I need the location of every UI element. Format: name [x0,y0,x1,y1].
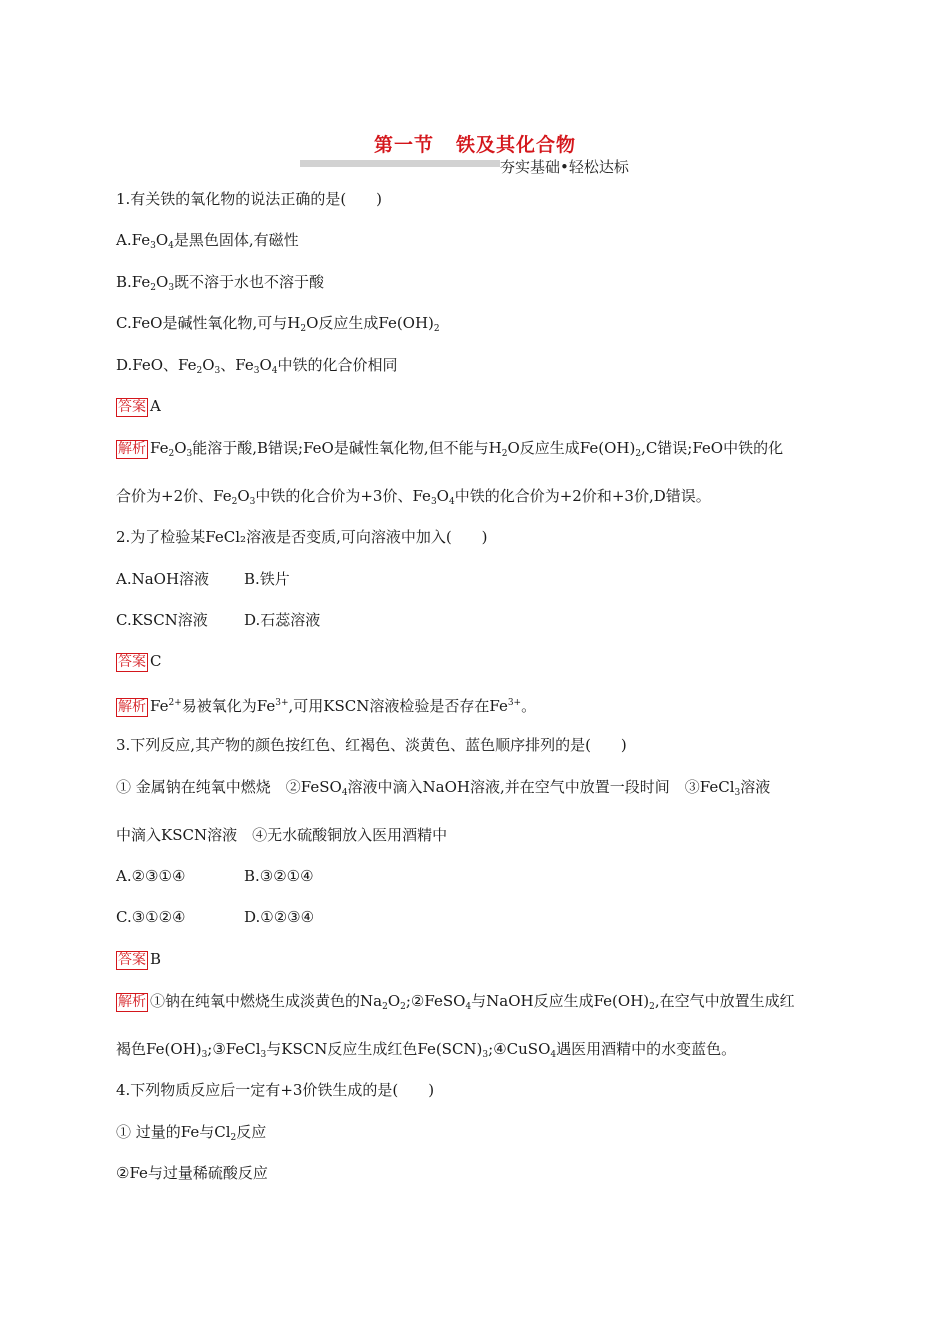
q3-items-line1: ① 金属钠在纯氧中燃烧 ②FeSO$_4$溶液中滴入NaOH溶液,并在空气中放置一段时间 ③FeCl$_3$溶液 [116,778,771,798]
q3-option-a: A.②③①④ [116,867,186,885]
answer-tag: 答案 [118,654,146,670]
page-title [0,130,950,157]
q1-option-d: D.FeO、$Fe_2O_3$、$Fe_3O_4$中铁的化合价相同 [116,356,398,376]
q2-stem: 2.为了检验某FeCl₂溶液是否变质,可向溶液中加入( ) [116,528,488,546]
q3-option-c: C.③①②④ [116,908,186,926]
q1-analysis-line2: 合价为+2价、$Fe_2O_3$中铁的化合价为+3价、$Fe_3O_4$中铁的化合价为+2价和+3价,D错误。 [116,487,711,507]
q2-answer [116,651,161,672]
q2-option-a: A.NaOH溶液 [116,570,210,588]
analysis-tag: 解析 [118,994,146,1010]
q2-option-c: C.KSCN溶液 [116,611,208,629]
q1-answer [116,396,161,417]
title-topic: 铁及其化合物 [456,134,577,156]
subtitle-bar [300,160,500,167]
q3-option-b: B.③②①④ [244,867,314,885]
title-section-number: 第一节 [373,134,434,156]
q3-answer [116,949,161,970]
q3-option-d: D.①②③④ [244,908,315,926]
q1-answer-value: A [150,397,161,415]
q3-options-row1 [116,866,314,886]
analysis-tag: 解析 [118,441,146,457]
q2-options-row2 [116,610,321,630]
q2-options-row1 [116,569,290,589]
q1-option-b: $B.Fe_2O_3$既不溶于水也不溶于酸 [116,273,325,293]
q3-analysis-line1: 解析 ①钠在纯氧中燃烧生成淡黄色的$Na_2O_2;②FeSO_4$与NaOH反应生成$Fe(OH)_2$,在空气中放置生成红 [118,992,795,1012]
analysis-tag: 解析 [118,699,146,715]
subtitle: 夯实基础•轻松达标 [500,158,629,176]
q3-analysis-line2: 褐色$Fe(OH)_3;③FeCl_3$与KSCN反应生成红色$Fe(SCN)_3;④CuSO_4$遇医用酒精中的水变蓝色。 [116,1040,737,1060]
q4-item-1: ① 过量的Fe与$Cl_2$反应 [116,1123,267,1143]
q1-analysis-line1: 解析 $Fe_2O_3$能溶于酸,B错误;FeO是碱性氧化物,但不能与$H_2O$反应生成$Fe(OH)_2,C$错误;FeO中铁的化 [118,439,784,459]
q3-options-row2 [116,907,315,927]
answer-tag: 答案 [118,399,146,415]
q2-option-b: B.铁片 [244,570,290,588]
q2-option-d: D.石蕊溶液 [244,611,321,629]
answer-tag: 答案 [118,952,146,968]
q2-answer-value: C [150,652,162,670]
q3-items-line2: 中滴入KSCN溶液 ④无水硫酸铜放入医用酒精中 [116,826,448,844]
q3-answer-value: B [150,950,162,968]
q1-option-c: C.FeO是碱性氧化物,可与$H_2O$反应生成$Fe(OH)_2$ [116,314,440,334]
q4-item-2: ②Fe与过量稀硫酸反应 [116,1164,268,1182]
q1-stem: 1.有关铁的氧化物的说法正确的是( ) [116,190,383,208]
q1-option-a: $A.Fe_3O_4$是黑色固体,有磁性 [116,231,299,251]
q4-stem: 4.下列物质反应后一定有+3价铁生成的是( ) [116,1081,435,1099]
q2-analysis: 解析 $Fe^{2+}$易被氧化为$Fe^{3+}$,可用KSCN溶液检验是否存在$Fe^{3+}$。 [118,697,537,715]
q3-stem: 3.下列反应,其产物的颜色按红色、红褐色、淡黄色、蓝色顺序排列的是( ) [116,736,627,754]
